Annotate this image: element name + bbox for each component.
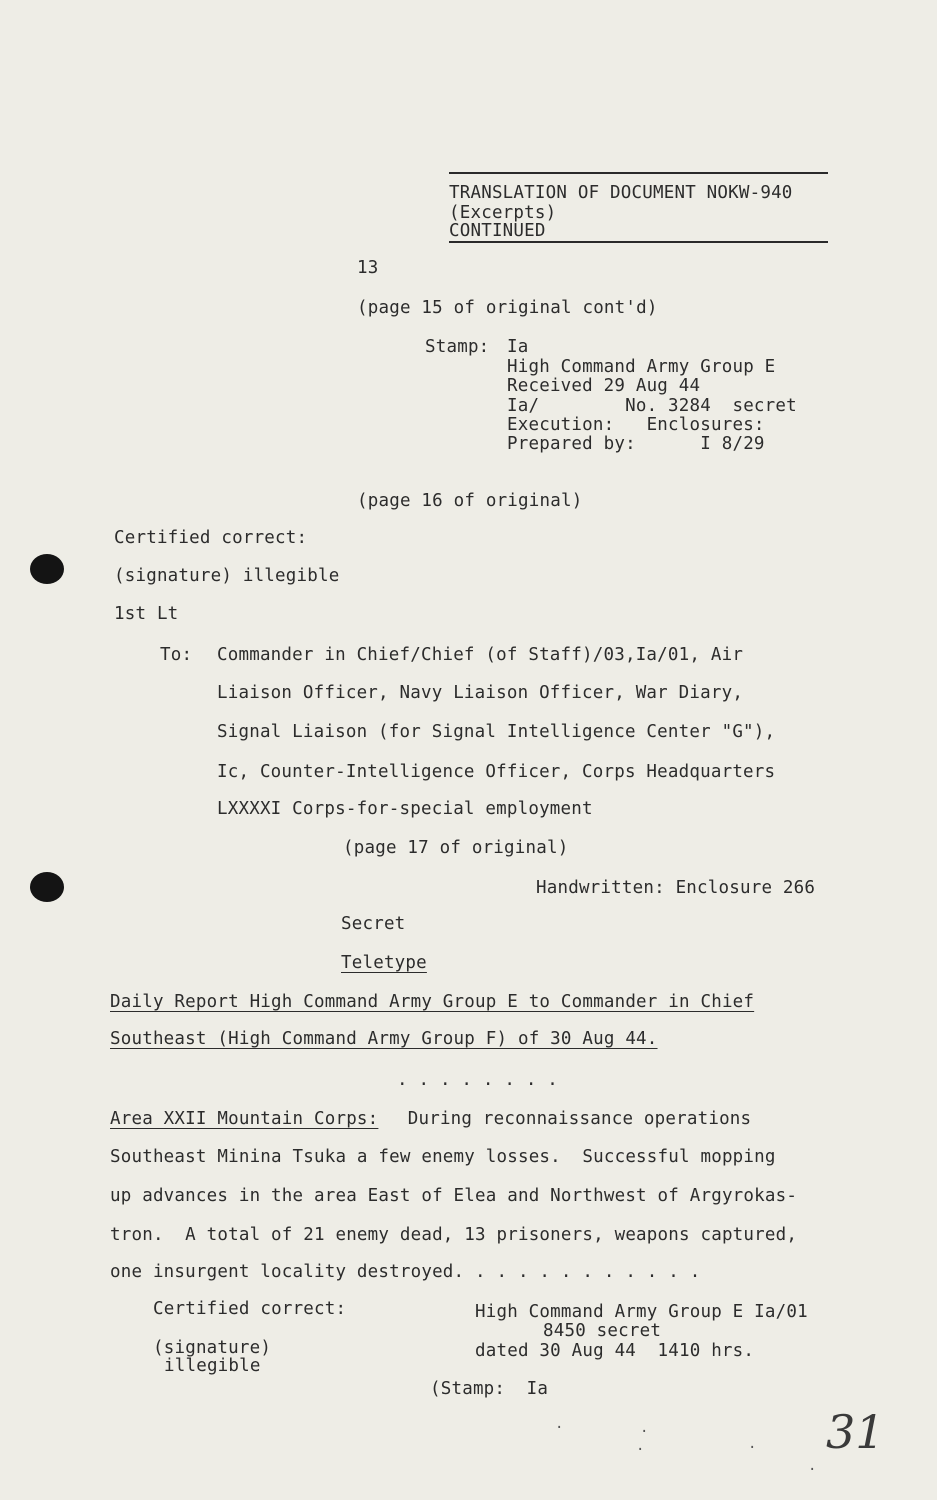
footer-certified-correct: Certified correct: xyxy=(153,1299,347,1319)
stamp-line: Ia/ No. 3284 secret xyxy=(507,396,797,416)
stamp-line: Ia xyxy=(507,337,529,357)
paper-speck: · xyxy=(748,1440,757,1456)
report-title-line: Daily Report High Command Army Group E to Commander in Chief xyxy=(110,992,755,1012)
secret-label: Secret xyxy=(341,914,406,934)
teletype-label: Teletype xyxy=(341,953,427,973)
document-title: TRANSLATION OF DOCUMENT NOKW-940 xyxy=(449,183,793,203)
page16-note: (page 16 of original) xyxy=(357,491,583,511)
to-label: To: xyxy=(160,645,193,665)
handwritten-page-number: 31 xyxy=(826,1405,885,1459)
distribution-line: Ic, Counter-Intelligence Officer, Corps Headquarters xyxy=(217,762,776,782)
area-line: one insurgent locality destroyed. . . . . . . . . . . . xyxy=(110,1262,701,1282)
stamp-line: Prepared by: I 8/29 xyxy=(507,434,765,454)
area-line: Southeast Minina Tsuka a few enemy losses. Successful mopping xyxy=(110,1147,776,1167)
distribution-line: Signal Liaison (for Signal Intelligence Center "G"), xyxy=(217,722,776,742)
page15-note: (page 15 of original cont'd) xyxy=(357,298,658,318)
report-title-line: Southeast (High Command Army Group F) of 30 Aug 44. xyxy=(110,1029,658,1049)
excerpts-label: (Excerpts) xyxy=(449,203,557,223)
paper-speck: · xyxy=(555,1420,564,1436)
area-line: During reconnaissance operations xyxy=(397,1109,752,1129)
stamp-line: Received 29 Aug 44 xyxy=(507,376,701,396)
header-top-rule xyxy=(449,172,828,174)
signature-illegible: (signature) illegible xyxy=(114,566,340,586)
page-number: 13 xyxy=(357,258,379,278)
stamp-line: High Command Army Group E xyxy=(507,357,776,377)
paper-speck: · xyxy=(640,1424,649,1440)
handwritten-enclosure: Handwritten: Enclosure 266 xyxy=(536,878,816,898)
distribution-line: Commander in Chief/Chief (of Staff)/03,Ia/01, Air xyxy=(217,645,744,665)
footer-reference: dated 30 Aug 44 1410 hrs. xyxy=(475,1341,755,1361)
footer-signature-illegible: illegible xyxy=(164,1356,261,1376)
punch-hole-bottom xyxy=(30,872,64,902)
distribution-line: Liaison Officer, Navy Liaison Officer, War Diary, xyxy=(217,683,744,703)
rank: 1st Lt xyxy=(114,604,179,624)
continued-label: CONTINUED xyxy=(449,221,546,241)
header-bottom-rule xyxy=(449,241,828,243)
footer-signature: (signature) xyxy=(153,1338,272,1358)
stamp-label: Stamp: xyxy=(425,337,490,357)
punch-hole-top xyxy=(30,554,64,584)
area-line: tron. A total of 21 enemy dead, 13 prisoners, weapons captured, xyxy=(110,1225,798,1245)
footer-stamp: (Stamp: Ia xyxy=(430,1379,549,1399)
certified-correct: Certified correct: xyxy=(114,528,308,548)
distribution-line: LXXXXI Corps-for-special employment xyxy=(217,799,593,819)
page17-note: (page 17 of original) xyxy=(343,838,569,858)
area-line: up advances in the area East of Elea and Northwest of Argyrokas- xyxy=(110,1186,798,1206)
footer-reference: High Command Army Group E Ia/01 xyxy=(475,1302,808,1322)
paper-speck: · xyxy=(636,1442,645,1458)
area-heading: Area XXII Mountain Corps: xyxy=(110,1109,379,1129)
stamp-line: Execution: Enclosures: xyxy=(507,415,765,435)
paper-speck: · xyxy=(808,1462,817,1478)
ellipsis: . . . . . . . . xyxy=(397,1070,559,1090)
footer-reference: 8450 secret xyxy=(543,1321,662,1341)
